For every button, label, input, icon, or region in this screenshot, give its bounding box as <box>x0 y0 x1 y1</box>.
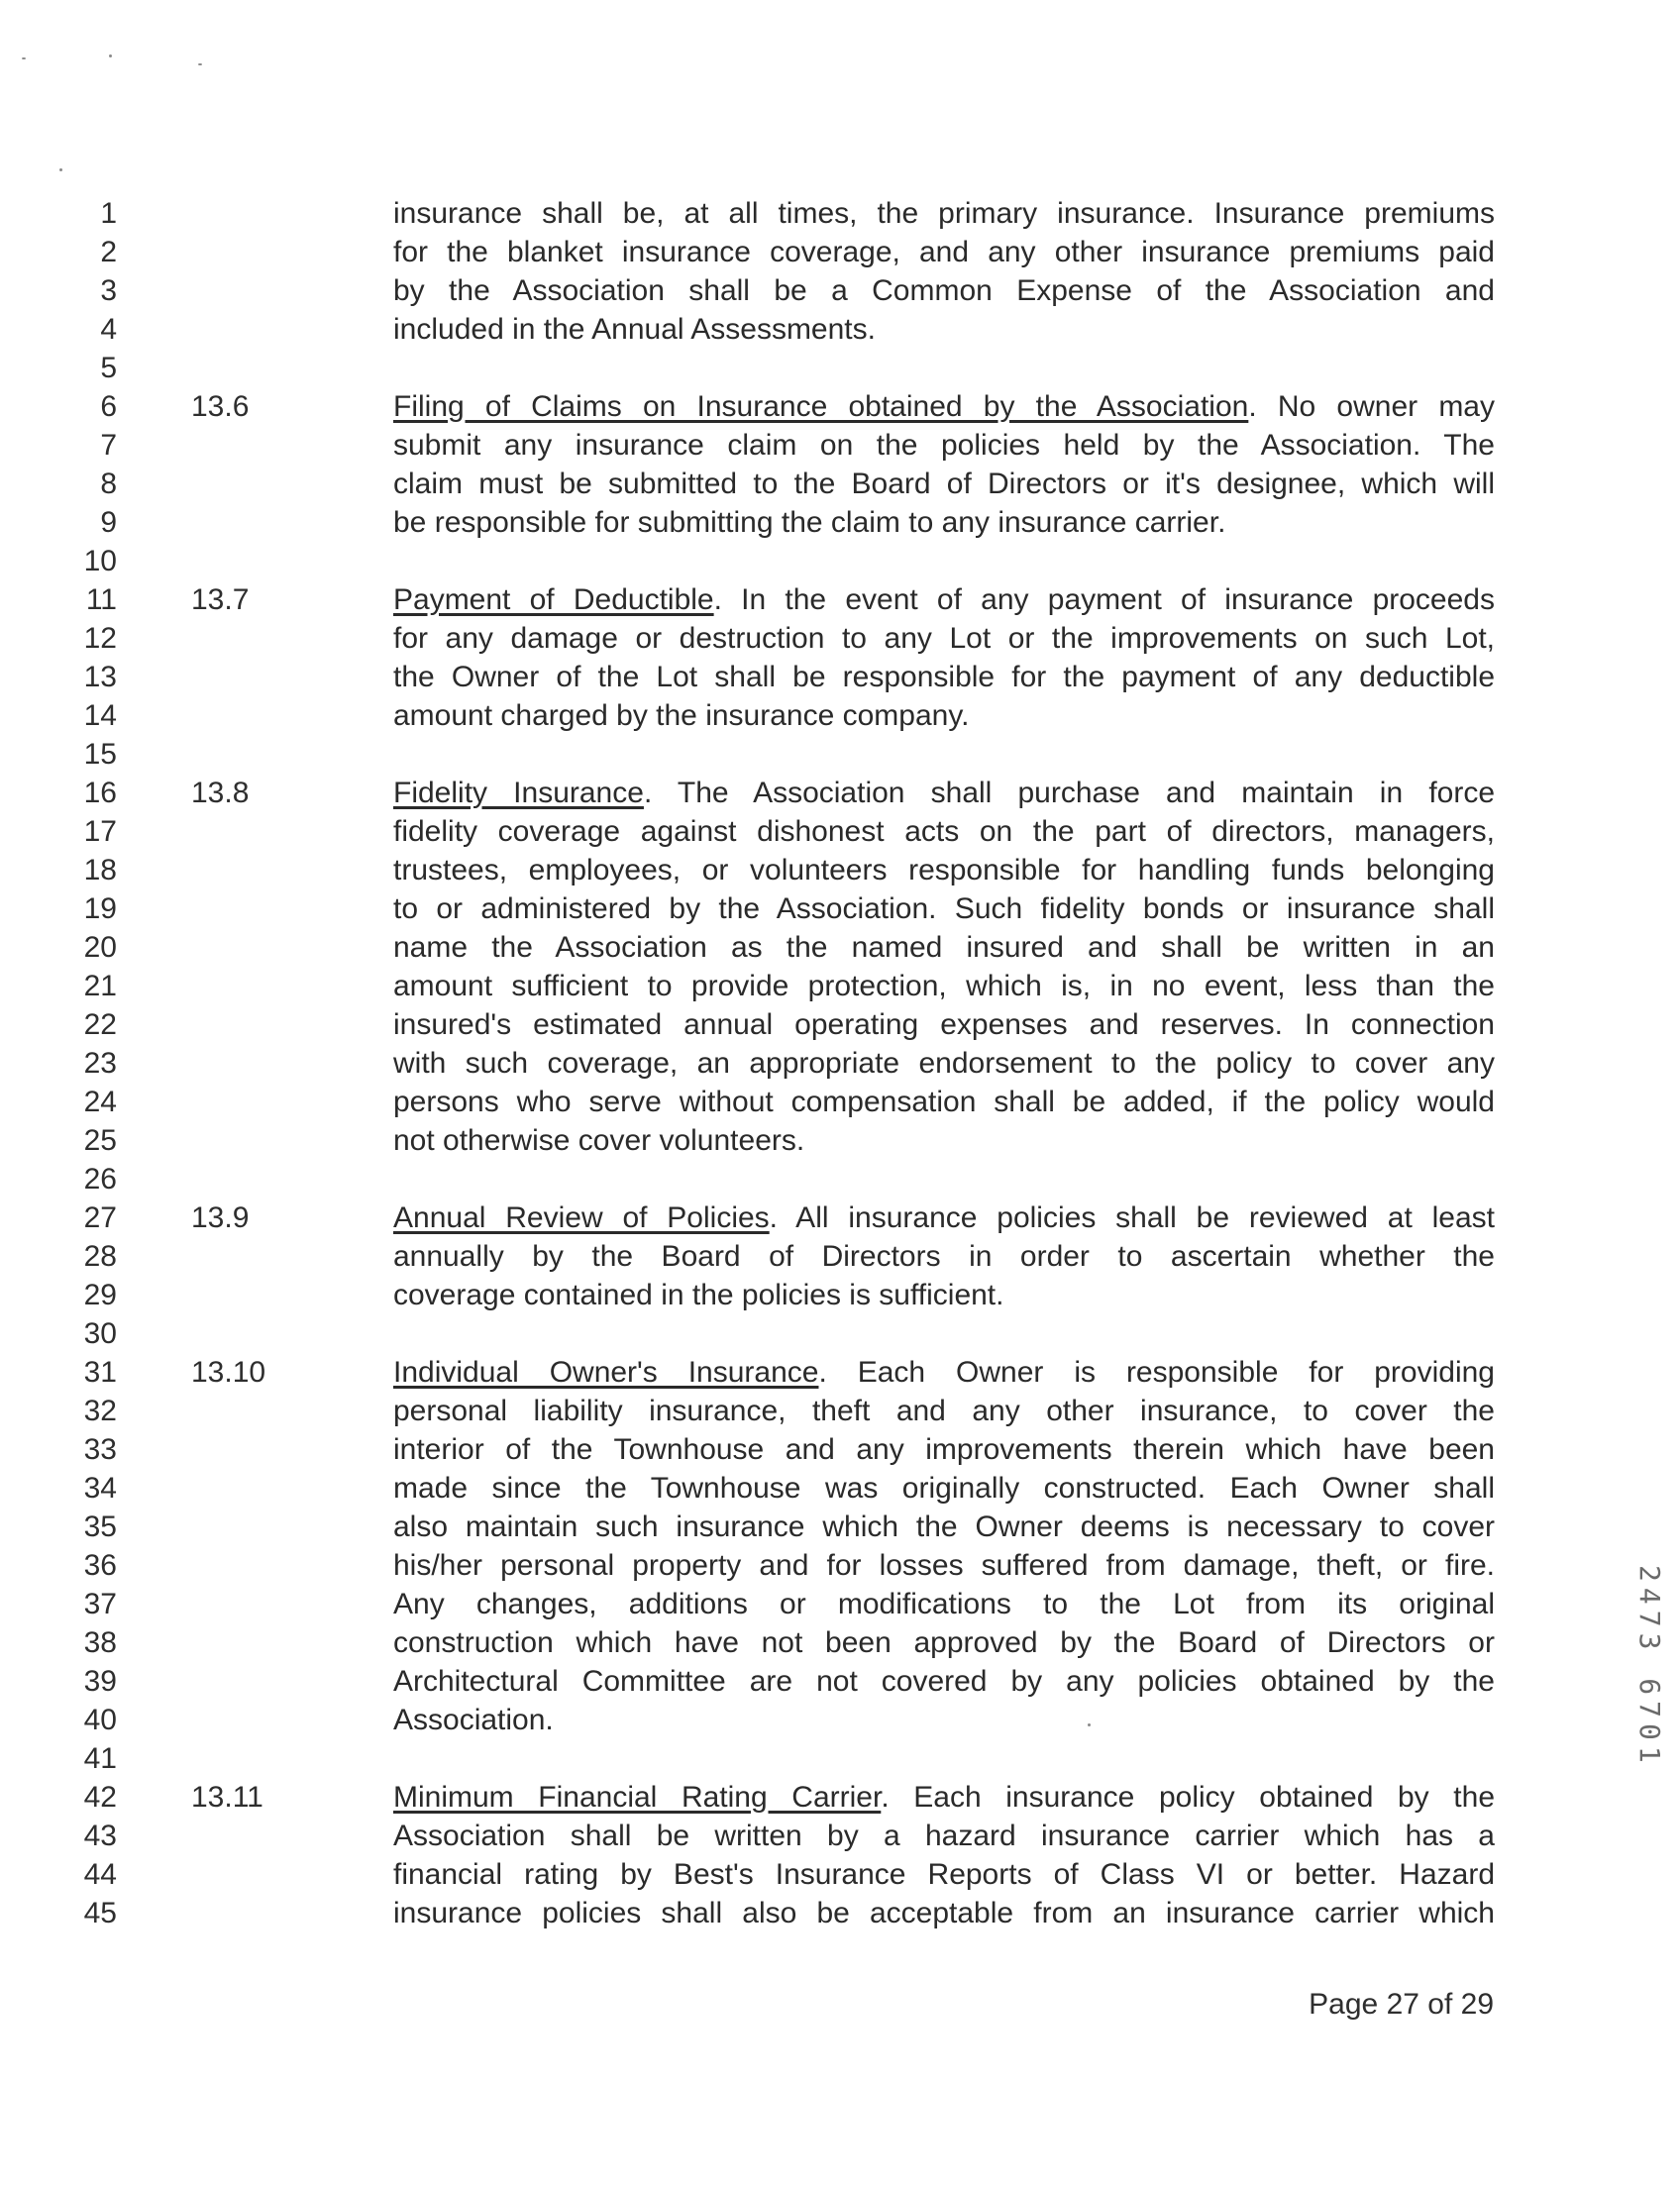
section-line: for any damage or destruction to any Lot or the improvements on such Lot, <box>393 622 1495 655</box>
section-heading: Minimum Financial Rating Carrier <box>393 1781 882 1814</box>
section-line: trustees, employees, or volunteers responsible for handling funds belonging <box>393 854 1495 886</box>
line-number: 26 <box>83 1163 117 1196</box>
section-first-line <box>393 1353 1495 1392</box>
section-number: 13.11 <box>191 1781 263 1814</box>
line-number: 28 <box>83 1240 117 1273</box>
scan-speck <box>109 54 112 57</box>
section-text: . Each Owner is responsible for providing <box>818 1356 1495 1389</box>
recording-stamp: 2473 6701 <box>1633 1565 1666 1769</box>
line-number: 39 <box>83 1665 117 1698</box>
section-text: . The Association shall purchase and maintain in force <box>643 777 1496 809</box>
section-heading: Individual Owner's Insurance <box>393 1356 819 1389</box>
section-first-line <box>393 387 1495 426</box>
section-heading: Payment of Deductible <box>393 583 714 616</box>
section-text: . In the event of any payment of insurance proceeds <box>713 583 1495 616</box>
section-line: the Owner of the Lot shall be responsible for the payment of any deductible <box>393 661 1495 693</box>
section-line: coverage contained in the policies is sufficient. <box>393 1279 1004 1311</box>
line-number: 44 <box>83 1858 117 1891</box>
section-first-line <box>393 1198 1495 1237</box>
line-number: 8 <box>100 468 117 500</box>
section-line: Architectural Committee are not covered by any policies obtained by the <box>393 1665 1495 1698</box>
intro-line: included in the Annual Assessments. <box>393 313 876 346</box>
line-number: 34 <box>83 1472 117 1505</box>
line-number: 16 <box>83 777 117 809</box>
section-line: Association shall be written by a hazard insurance carrier which has a <box>393 1820 1495 1852</box>
line-number: 43 <box>83 1820 117 1852</box>
section-line: not otherwise cover volunteers. <box>393 1124 805 1157</box>
section-line: to or administered by the Association. Such fidelity bonds or insurance shall <box>393 892 1495 925</box>
section-line: amount sufficient to provide protection, which is, in no event, less than the <box>393 970 1495 1002</box>
line-number: 30 <box>83 1317 117 1350</box>
section-number: 13.10 <box>191 1356 266 1389</box>
line-number: 14 <box>83 699 117 732</box>
section-first-line <box>393 1778 1495 1817</box>
line-number: 23 <box>83 1047 117 1080</box>
section-line: submit any insurance claim on the policies held by the Association. The <box>393 429 1495 462</box>
section-line: name the Association as the named insured and shall be written in an <box>393 931 1495 964</box>
line-number: 33 <box>83 1433 117 1466</box>
section-text: . No owner may <box>1248 390 1495 423</box>
section-line: insured's estimated annual operating expenses and reserves. In connection <box>393 1008 1495 1041</box>
section-line: also maintain such insurance which the Owner deems is necessary to cover <box>393 1510 1495 1543</box>
line-number: 13 <box>83 661 117 693</box>
section-number: 13.7 <box>191 583 250 616</box>
line-number: 7 <box>100 429 117 462</box>
section-first-line <box>393 580 1495 619</box>
section-line: fidelity coverage against dishonest acts on the part of directors, managers, <box>393 815 1495 848</box>
line-number: 15 <box>83 738 117 771</box>
line-number: 18 <box>83 854 117 886</box>
line-number: 31 <box>83 1356 117 1389</box>
line-number: 36 <box>83 1549 117 1582</box>
intro-line: insurance shall be, at all times, the primary insurance. Insurance premiums <box>393 197 1495 230</box>
page-number: Page 27 of 29 <box>1309 1988 1494 2021</box>
line-number: 38 <box>83 1626 117 1659</box>
line-number: 17 <box>83 815 117 848</box>
section-heading: Annual Review of Policies <box>393 1201 770 1234</box>
intro-line: for the blanket insurance coverage, and any other insurance premiums paid <box>393 236 1495 268</box>
line-number: 20 <box>83 931 117 964</box>
section-line: annually by the Board of Directors in order to ascertain whether the <box>393 1240 1495 1273</box>
line-number: 2 <box>100 236 117 268</box>
section-first-line <box>393 774 1495 812</box>
section-line: interior of the Townhouse and any improvements therein which have been <box>393 1433 1495 1466</box>
line-number: 42 <box>83 1781 117 1814</box>
line-number: 6 <box>100 390 117 423</box>
intro-line: by the Association shall be a Common Expense of the Association and <box>393 274 1495 307</box>
line-number: 11 <box>85 583 117 616</box>
line-number: 4 <box>100 313 117 346</box>
line-number: 29 <box>83 1279 117 1311</box>
line-number: 21 <box>83 970 117 1002</box>
line-number: 41 <box>83 1742 117 1775</box>
line-number: 37 <box>83 1588 117 1620</box>
section-line: with such coverage, an appropriate endorsement to the policy to cover any <box>393 1047 1495 1080</box>
scan-speck <box>198 63 202 65</box>
line-number: 9 <box>100 506 117 539</box>
section-text: . Each insurance policy obtained by the <box>881 1781 1495 1814</box>
line-number: 40 <box>83 1704 117 1736</box>
scan-speck <box>22 57 26 59</box>
line-number: 24 <box>83 1086 117 1118</box>
section-line: insurance policies shall also be acceptable from an insurance carrier which <box>393 1897 1495 1929</box>
section-line: claim must be submitted to the Board of Directors or it's designee, which will <box>393 468 1495 500</box>
section-line: be responsible for submitting the claim to any insurance carrier. <box>393 506 1226 539</box>
section-line: personal liability insurance, theft and any other insurance, to cover the <box>393 1395 1495 1427</box>
section-line: financial rating by Best's Insurance Reports of Class VI or better. Hazard <box>393 1858 1495 1891</box>
section-number: 13.8 <box>191 777 250 809</box>
line-number: 19 <box>83 892 117 925</box>
section-heading: Fidelity Insurance <box>393 777 644 809</box>
line-number: 45 <box>83 1897 117 1929</box>
section-heading: Filing of Claims on Insurance obtained by the Association <box>393 390 1249 423</box>
line-number: 5 <box>100 352 117 384</box>
scan-speck <box>1088 1723 1091 1726</box>
line-number: 10 <box>83 545 117 577</box>
line-number: 3 <box>100 274 117 307</box>
line-number: 1 <box>100 197 117 230</box>
section-line: construction which have not been approved by the Board of Directors or <box>393 1626 1495 1659</box>
section-line: persons who serve without compensation shall be added, if the policy would <box>393 1086 1495 1118</box>
section-line: made since the Townhouse was originally constructed. Each Owner shall <box>393 1472 1495 1505</box>
line-number: 27 <box>83 1201 117 1234</box>
line-number: 35 <box>83 1510 117 1543</box>
line-number: 25 <box>83 1124 117 1157</box>
section-line: his/her personal property and for losses suffered from damage, theft, or fire. <box>393 1549 1495 1582</box>
line-number: 12 <box>83 622 117 655</box>
scan-speck <box>59 168 62 171</box>
line-number: 22 <box>83 1008 117 1041</box>
section-line: Any changes, additions or modifications to the Lot from its original <box>393 1588 1495 1620</box>
section-line: Association. <box>393 1704 554 1736</box>
section-number: 13.6 <box>191 390 250 423</box>
section-text: . All insurance policies shall be reviewed at least <box>769 1201 1495 1234</box>
section-line: amount charged by the insurance company. <box>393 699 970 732</box>
section-number: 13.9 <box>191 1201 250 1234</box>
line-number: 32 <box>83 1395 117 1427</box>
